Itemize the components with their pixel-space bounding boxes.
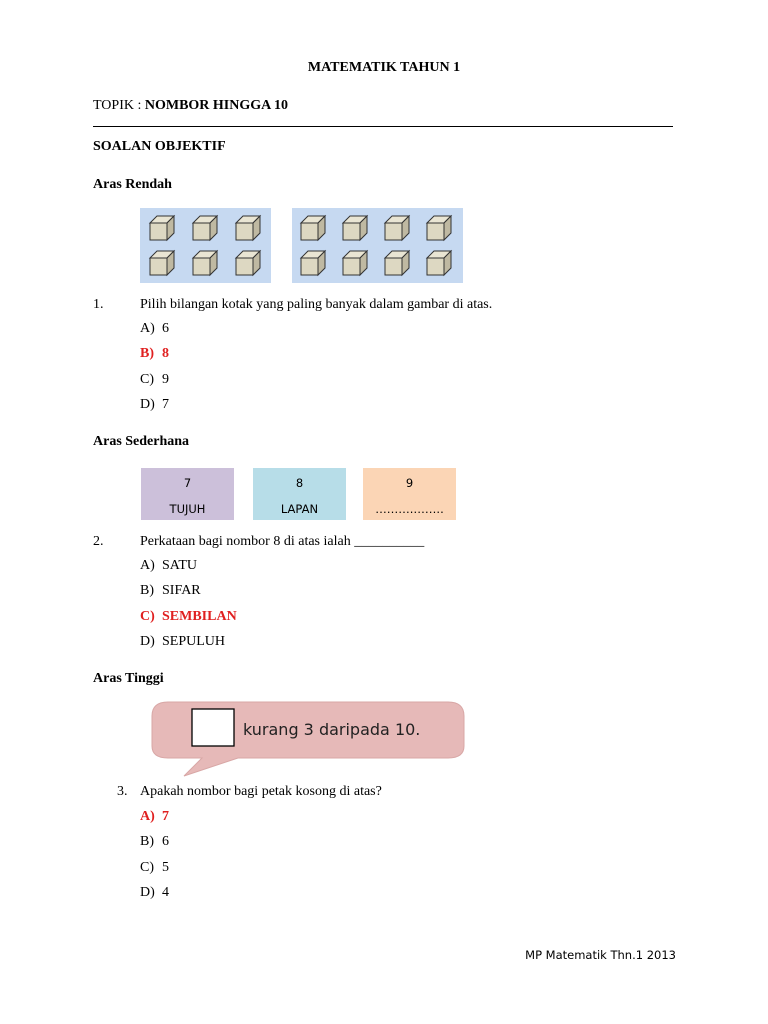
footer-text: MP Matematik Thn.1 2013 [525, 948, 676, 962]
option-letter: A) [140, 558, 155, 573]
q1-option-b [140, 346, 169, 362]
cube-icon [299, 214, 327, 242]
option-letter: C) [140, 371, 154, 387]
card-word: LAPAN [280, 502, 319, 516]
option-letter: D) [140, 633, 155, 649]
cube-icon [191, 214, 219, 242]
cube-icon [299, 249, 327, 277]
q3-option-c [140, 860, 169, 876]
option-letter: B) [140, 583, 154, 599]
header-rule [93, 126, 673, 127]
option-text: 8 [162, 346, 169, 362]
option-text: SEMBILAN [162, 608, 237, 624]
card-number: 7 [183, 476, 192, 490]
cube-icon [383, 249, 411, 277]
option-letter: D) [140, 396, 155, 412]
option-letter: C) [140, 859, 154, 875]
q3-number: 3. [117, 784, 128, 799]
option-text: SEPULUH [162, 633, 226, 649]
card-number: 8 [295, 476, 304, 490]
cube-icon [234, 214, 262, 242]
number-card-8 [253, 468, 346, 520]
cube-icon [383, 214, 411, 242]
number-card-9 [363, 468, 456, 520]
q3-text: Apakah nombor bagi petak kosong di atas? [140, 784, 382, 799]
page-title: MATEMATIK TAHUN 1 [307, 60, 461, 75]
cube-icon [341, 214, 369, 242]
q3-option-a [140, 809, 169, 825]
option-text: 6 [162, 321, 169, 336]
q2-option-c [140, 609, 237, 625]
speech-bubble [150, 700, 466, 778]
cube-icon [148, 249, 176, 277]
q2-option-b [140, 583, 201, 599]
option-letter: A) [140, 809, 155, 824]
option-letter: A) [140, 321, 155, 336]
card-word: TUJUH [169, 502, 206, 516]
q1-number: 1. [93, 297, 104, 312]
q2-option-a [140, 558, 197, 574]
option-text: 6 [162, 834, 169, 850]
option-text: 5 [162, 859, 169, 875]
topic-value: NOMBOR HINGGA 10 [144, 98, 288, 113]
option-letter: D) [140, 884, 155, 900]
cube-icon [425, 214, 453, 242]
q3-option-d [140, 885, 169, 901]
level-high-heading: Aras Tinggi [93, 671, 164, 686]
q1-option-c [140, 372, 169, 388]
option-text: 7 [162, 396, 169, 412]
option-letter: B) [140, 346, 154, 362]
option-text: SATU [162, 558, 198, 573]
option-letter: B) [140, 834, 154, 850]
option-text: SIFAR [162, 583, 201, 599]
option-text: 7 [162, 809, 169, 824]
q2-text: Perkataan bagi nombor 8 di atas ialah __________ [140, 534, 425, 549]
option-letter: C) [140, 608, 155, 624]
empty-answer-box [192, 709, 234, 746]
option-text: 9 [162, 371, 169, 387]
cube-icon [148, 214, 176, 242]
q2-number: 2. [93, 534, 104, 549]
level-medium-heading: Aras Sederhana [93, 434, 190, 449]
cube-icon [425, 249, 453, 277]
q1-option-a [140, 321, 169, 337]
card-word: ……….…….. [375, 502, 444, 516]
topic-label: TOPIK : [93, 98, 145, 113]
q1-text: Pilih bilangan kotak yang paling banyak dalam gambar di atas. [140, 297, 493, 312]
card-number: 9 [405, 476, 414, 490]
q2-option-d [140, 634, 225, 650]
cube-icon [191, 249, 219, 277]
bubble-text: kurang 3 daripada 10. [243, 720, 421, 739]
q1-option-d [140, 397, 169, 413]
q3-option-b [140, 834, 169, 850]
option-text: 4 [162, 884, 169, 900]
number-card-7 [141, 468, 234, 520]
cube-icon [234, 249, 262, 277]
cube-icon [341, 249, 369, 277]
level-low-heading: Aras Rendah [93, 177, 172, 192]
section-title: SOALAN OBJEKTIF [93, 139, 226, 154]
topic-line [93, 98, 288, 114]
